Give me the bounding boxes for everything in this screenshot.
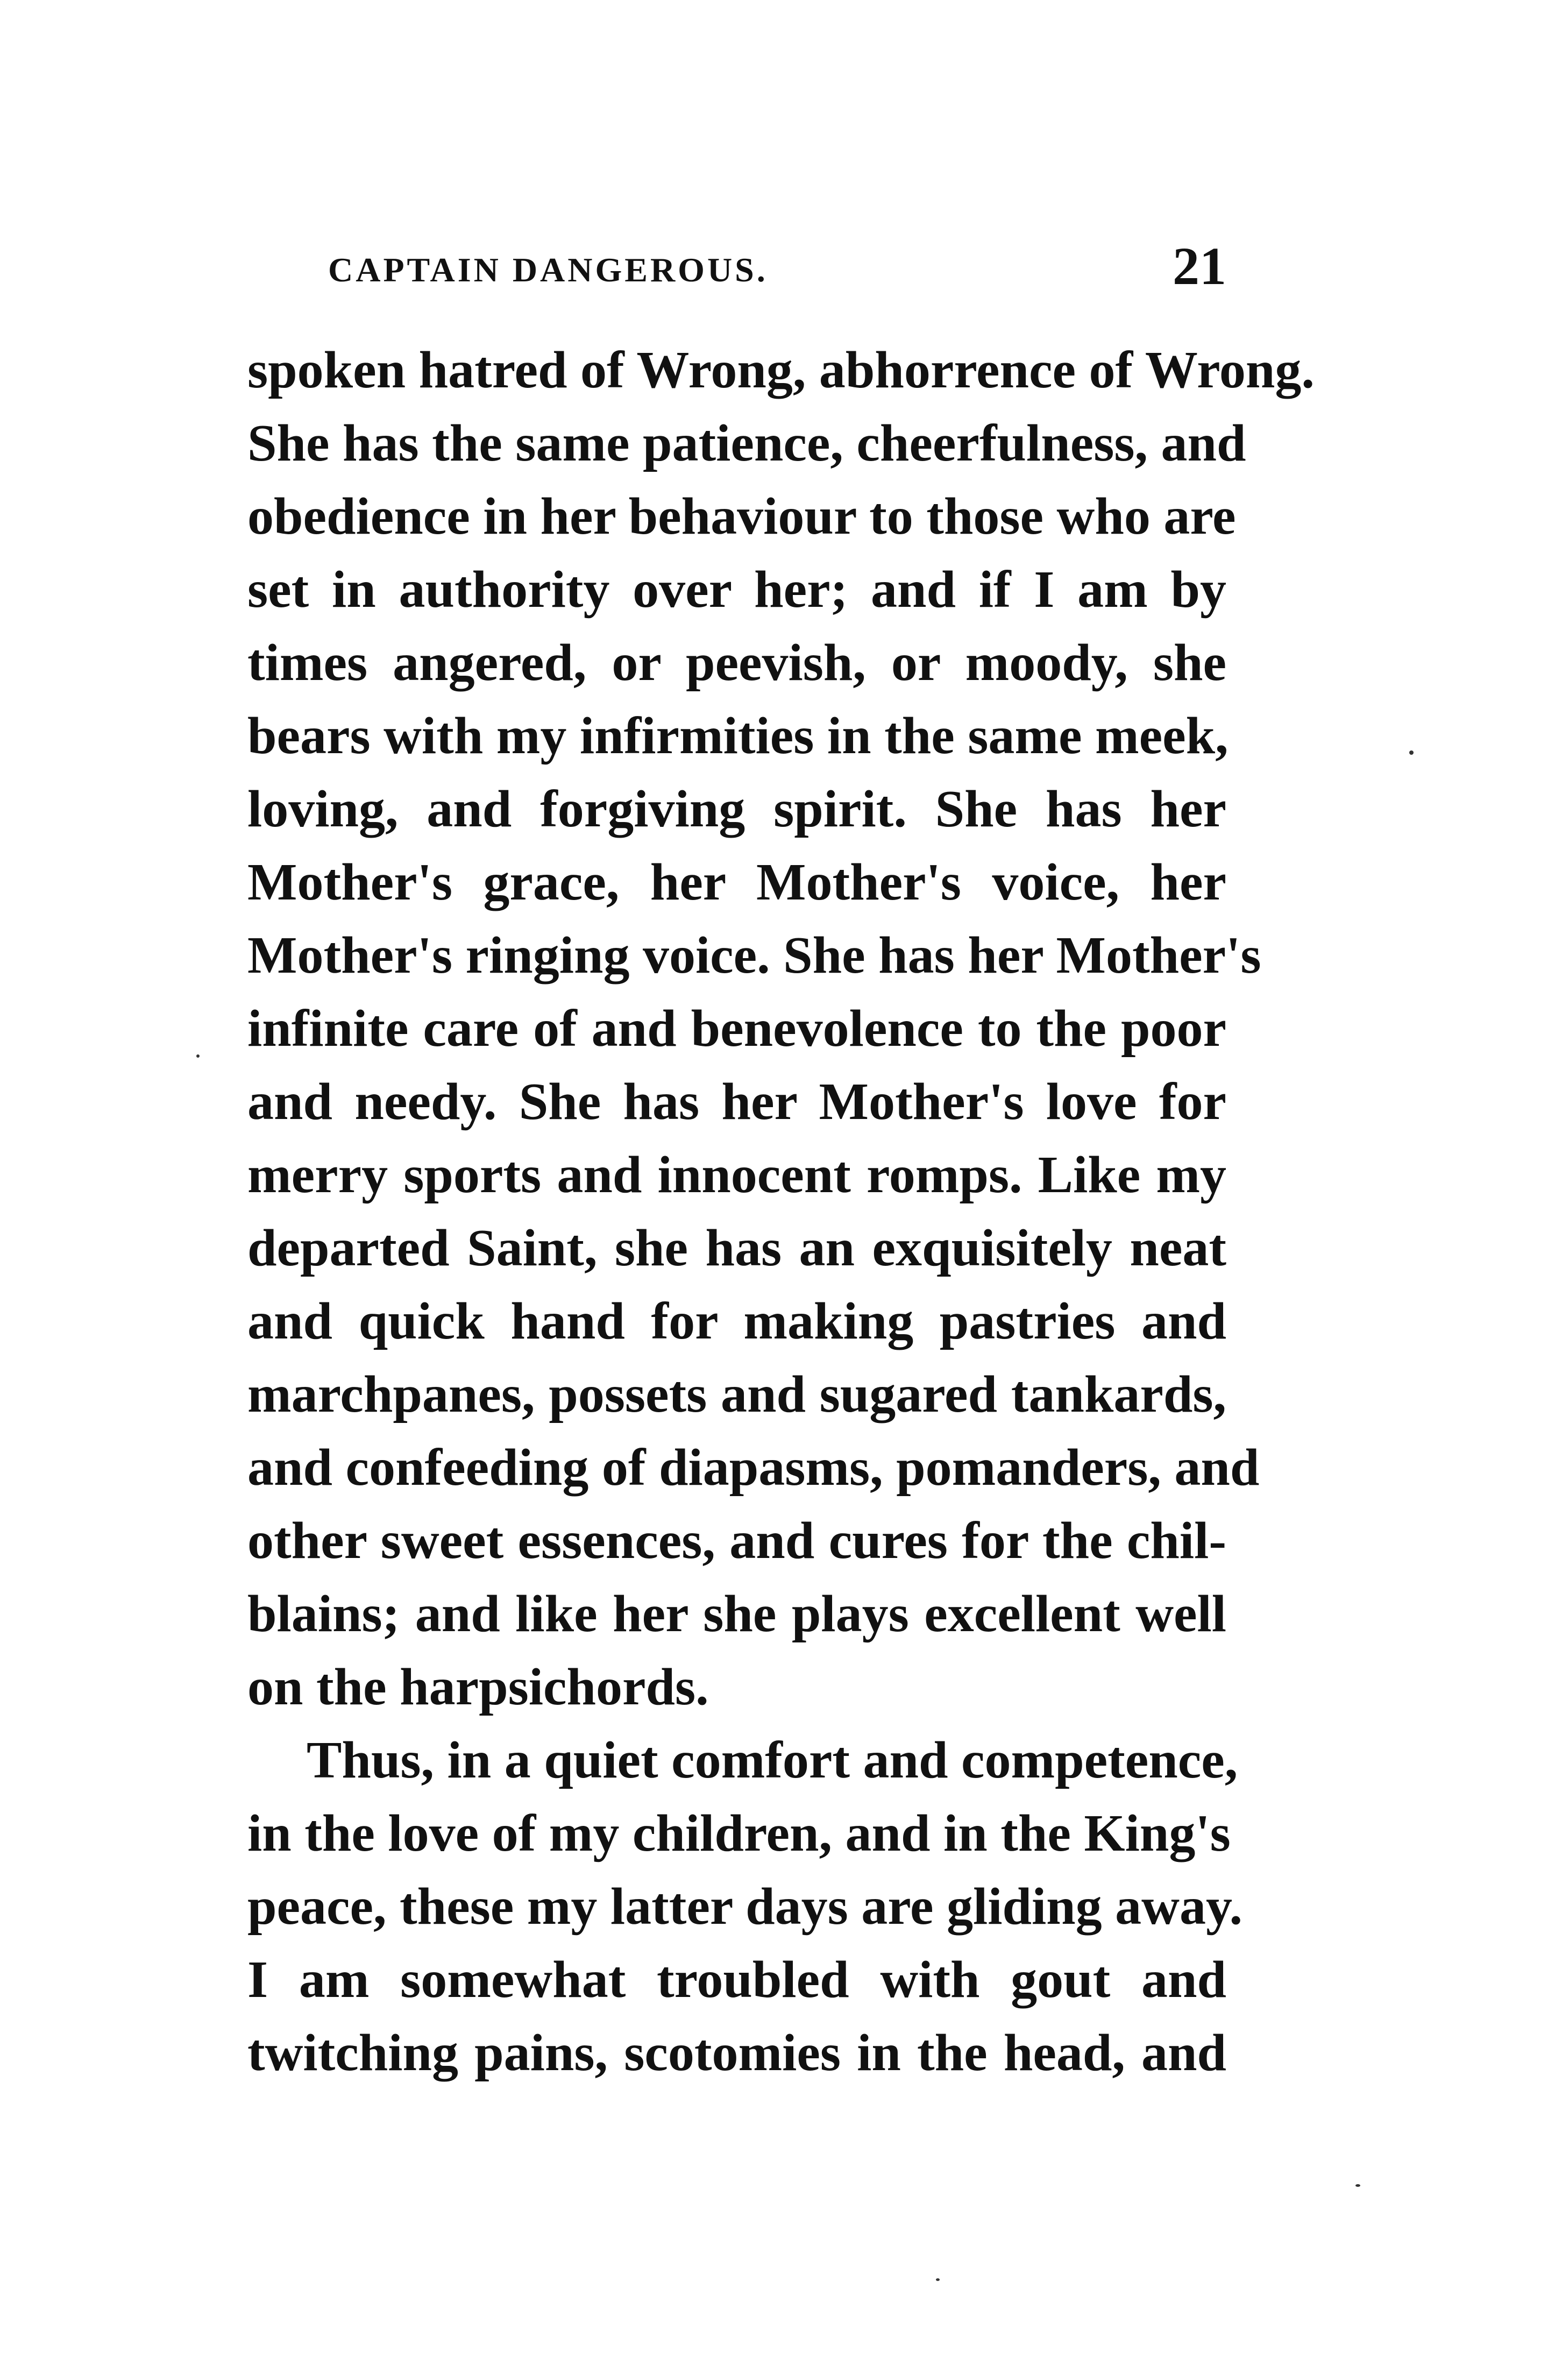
body-text	[247, 334, 1315, 2089]
text-line: Thus, in a quiet comfort and competence,	[307, 1731, 1238, 1789]
text-line: other sweet essences, and cures for the chil-	[247, 1512, 1226, 1570]
text-line: bears with my infirmities in the same meek,	[247, 707, 1229, 765]
text-line: and quick hand for making pastries and	[247, 1292, 1226, 1350]
paragraph	[247, 1724, 1243, 2089]
paragraph	[247, 334, 1315, 1724]
text-line: set in authority over her; and if I am by	[247, 561, 1226, 619]
text-line: and needy. She has her Mother's love for	[247, 1073, 1226, 1131]
text-line: times angered, or peevish, or moody, she	[247, 634, 1226, 692]
text-line: loving, and forgiving spirit. She has her	[247, 780, 1226, 838]
text-line: peace, these my latter days are gliding away.	[247, 1878, 1243, 1936]
text-line: departed Saint, she has an exquisitely neat	[247, 1219, 1226, 1277]
text-line: twitching pains, scotomies in the head, and	[247, 2024, 1226, 2082]
text-line: spoken hatred of Wrong, abhorrence of Wrong.	[247, 341, 1315, 399]
text-line: She has the same patience, cheerfulness, and	[247, 414, 1246, 472]
running-head: CAPTAIN DANGEROUS.	[328, 251, 768, 289]
print-speck	[1409, 750, 1414, 755]
text-line: infinite care of and benevolence to the poor	[247, 1000, 1226, 1058]
print-speck	[936, 2278, 940, 2281]
text-line: marchpanes, possets and sugared tankards,	[247, 1365, 1226, 1423]
text-line: I am somewhat troubled with gout and	[247, 1951, 1226, 2009]
text-line: obedience in her behaviour to those who are	[247, 487, 1236, 546]
text-line: blains; and like her she plays excellent well	[247, 1585, 1226, 1643]
page-header	[247, 237, 1226, 301]
page-number: 21	[1173, 236, 1226, 296]
text-line: and confeeding of diapasms, pomanders, and	[247, 1439, 1260, 1497]
text-line: merry sports and innocent romps. Like my	[247, 1146, 1226, 1204]
text-line: Mother's ringing voice. She has her Mother's	[247, 926, 1261, 984]
text-line: in the love of my children, and in the King's	[247, 1804, 1231, 1862]
text-line: Mother's grace, her Mother's voice, her	[247, 853, 1226, 911]
print-speck	[1355, 2184, 1360, 2187]
print-speck	[196, 1054, 200, 1058]
text-line: on the harpsichords.	[247, 1658, 709, 1716]
